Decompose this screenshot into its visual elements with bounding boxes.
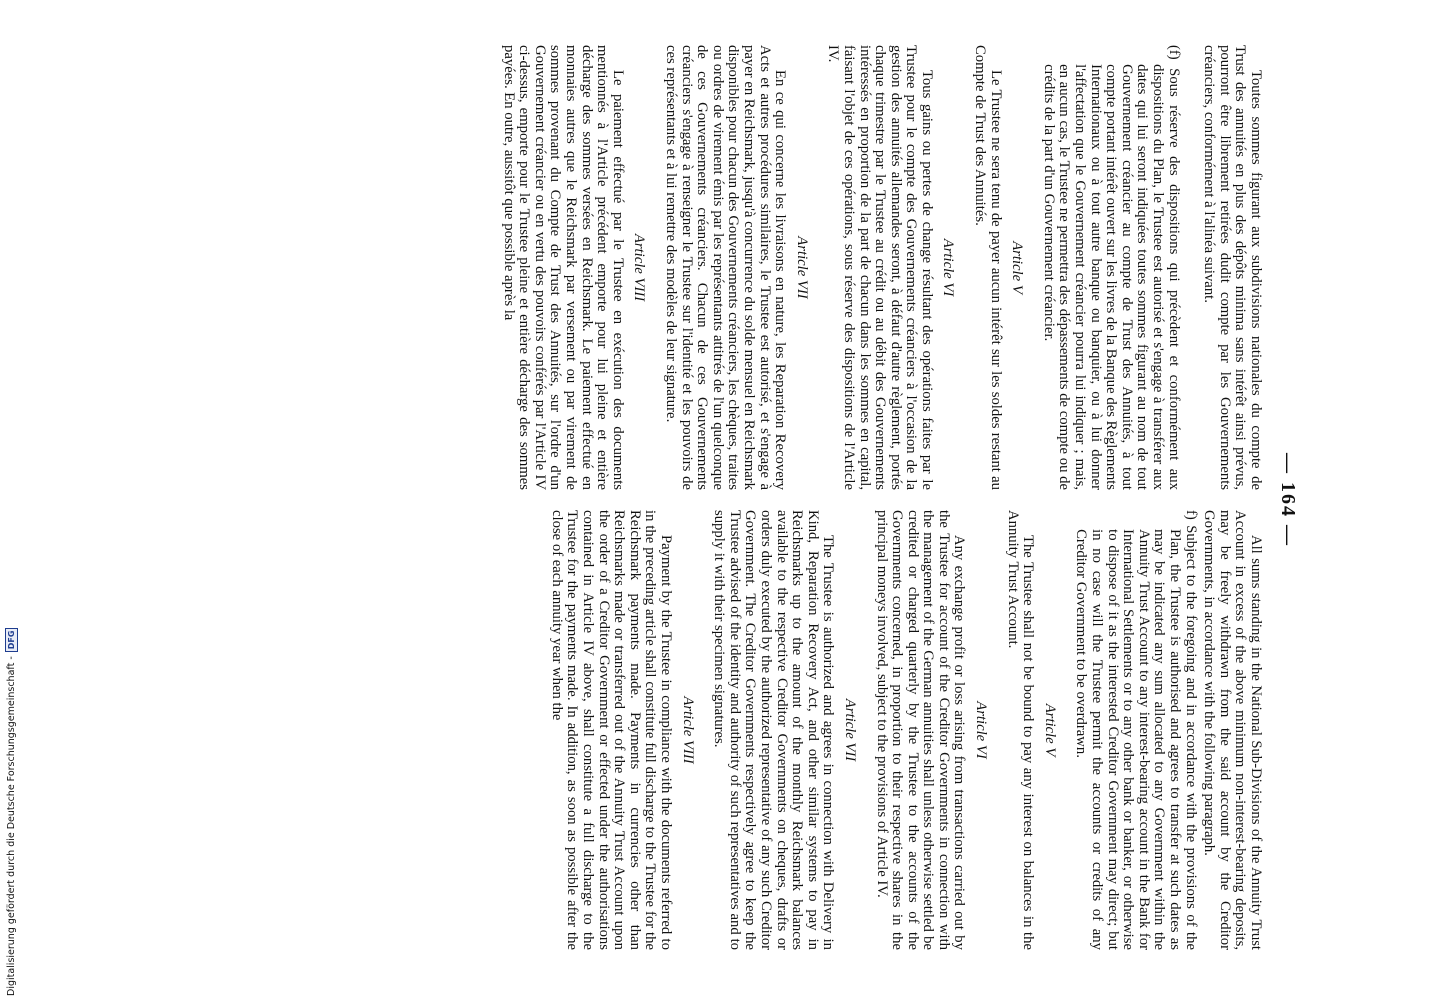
english-article-vi-text: Any exchange profit or loss arising from transactions carried out by the Trustee for account of the Creditor Governments in connection with the management of the German annuities shall unless otherwise settled be credited or charged quarterly by the Trustee to the accounts of the Governments concerned, in proportion to their respective shares in the principal moneys involved, subject to the provisions of Article IV. bbox=[873, 510, 968, 950]
rotated-document-page bbox=[5, 0, 1305, 1000]
page-number: — 164 — bbox=[1277, 453, 1299, 547]
french-paragraph-withdrawal: Toutes sommes figurant aux subdivisions nationales du compte de Trust des annuités en plus des dépôts minima sans intérêt ainsi prévus, pourront être librement retirées dudit compte par les Gouvernements créanciers, conformément à l'alinéa suivant. bbox=[1201, 45, 1264, 490]
french-article-v-title: Article V bbox=[1009, 241, 1026, 294]
dfg-logo: DFG bbox=[5, 628, 18, 653]
english-article-v-text: The Trustee shall not be bound to pay any interest on balances in the Annuity Trust Account. bbox=[1004, 510, 1037, 950]
french-article-vi-text: Tous gains ou pertes de change résultant des opérations faites par le Trustee pour le compte des Gouvernements créanciers à l'occasion de la gestion des annuités allemandes seront, à défaut d'autre règlement, portés chaque trimestre par le Trustee au crédit ou au débit des Gouvernements intéressés en proportion de la part de chacun dans les sommes en capital, faisant l'objet de ces opérations, sous réserve des dispositions de l'Article IV. bbox=[825, 45, 935, 490]
english-article-viii-title: Article VIII bbox=[679, 696, 696, 764]
french-column bbox=[5, 45, 1263, 490]
french-article-v-text: Le Trustee ne sera tenu de payer aucun intérêt sur les soldes restant au Compte de Trust des Annuités. bbox=[972, 45, 1004, 490]
digitization-credit bbox=[4, 606, 18, 996]
french-article-vii-text: En ce qui concerne les livraisons en nature, les Reparation Recovery Acts et autres procédures similaires, le Trustee est autorisé, et s'engage à payer en Reichsmark, jusqu'à concurrence du solde mensuel en Reichsmark disponibles pour chacun des Gouvernements créanciers, les chèques, traites ou ordres de virement émis par les représentants attitrés de l'un quelconque de ces Gouvernements créanciers. Chacun de ces Gouvernements créanciers s'engage à renseigner le Trustee sur l'identité et les pouvoirs de ces représentants et à lui remettre des modèles de leur signature. bbox=[663, 45, 789, 490]
english-article-vii-text: The Trustee is authorized and agrees in connection with Delivery in Kind, Reparation Recovery Act, and other similar systems to pay in Reichsmarks up to the amount of the monthly Reichsmark balances available to the respective Creditor Governments on cheques, drafts or orders duly executed by the authorized representative of any such Creditor Government. The Creditor Governments respectively agree to keep the Trustee advised of the identity and authority of such representatives and to supply it with their specimen signatures. bbox=[711, 510, 837, 950]
digitization-credit-text: Digitalisierung gefördert durch die Deutsche Forschungsgemeinschaft - bbox=[5, 656, 17, 996]
french-article-vi-title: Article VI bbox=[940, 238, 957, 297]
french-article-vii-title: Article VII bbox=[793, 236, 810, 299]
english-column bbox=[5, 510, 1263, 950]
english-article-v-title: Article V bbox=[1041, 703, 1058, 757]
english-article-vii-title: Article VII bbox=[841, 698, 858, 762]
french-paragraph-f: (f) Sous réserve des dispositions qui précèdent et conformément aux dispositions du Plan, le Trustee est autorisé et s'engage à transférer aux dates qui lui seront indiquées toutes sommes figurant au nom de tout Gouvernement créancier au compte de Trust des Annuités, à tout compte portant intérêt ouvert sur les livres de la Banque des Règlements Internationaux ou à tout autre banque ou banquier, ou à lui donner l'affectation que le Gouvernement créancier pourra lui indiquer ; mais, en aucun cas, le Trustee ne permettra des dépassements de compte ou de crédits de la part d'un Gouvernement créancier. bbox=[1040, 45, 1182, 490]
english-article-viii-text: Payment by the Trustee in compliance with the documents referred to in the preceding article shall constitute full discharge to the Trustee for the Reichsmark payments made. Payments in currencies other than Reichsmarks made or transferred out of the Annuity Trust Account upon the order of a Creditor Government or effected under the authorisations contained in Article IV above, shall constitute a full discharge to the Trustee for the payments made. In addition, as soon as possible after the close of each annuity year when the bbox=[548, 510, 674, 950]
french-article-viii-text: Le paiement effectué par le Trustee en exécution des documents mentionnés à l'Article précédent emporte pour lui pleine et entière décharge des sommes versées en Reichsmark. Le paiement effectué en monnaies autres que le Reichsmark par versement ou par virement de sommes provenant du Compte de Trust des Annuités, sur l'ordre d'un Gouvernement créancier ou en vertu des pouvoirs conférés par l'Article IV ci-dessus, emporte pour le Trustee pleine et entière décharge des sommes payées. En outre, aussitôt que possible après la bbox=[500, 45, 626, 490]
english-paragraph-withdrawal: All sums standing in the National Sub-Divisions of the Annuity Trust Account in excess of the above minimum non-interest-bearing deposits, may be freely withdrawn from the said account by the Creditor Governments, in accordance with the following paragraph. bbox=[1201, 510, 1264, 950]
french-article-viii-title: Article VIII bbox=[631, 233, 648, 302]
english-article-vi-title: Article VI bbox=[973, 701, 990, 759]
english-paragraph-f: f) Subject to the foregoing and in accordance with the provisions of the Plan, the Trustee is authorised and agrees to transfer at such dates as may be indicated any sum allocated to any Government within the Annuity Trust Account to any interest-bearing account in the Bank for International Settlements or to any other bank or banker, or otherwise to dispose of it as the interested Creditor Government may direct; but in no case will the Trustee permit the accounts or credits of any Creditor Government to be overdrawn. bbox=[1073, 510, 1199, 950]
